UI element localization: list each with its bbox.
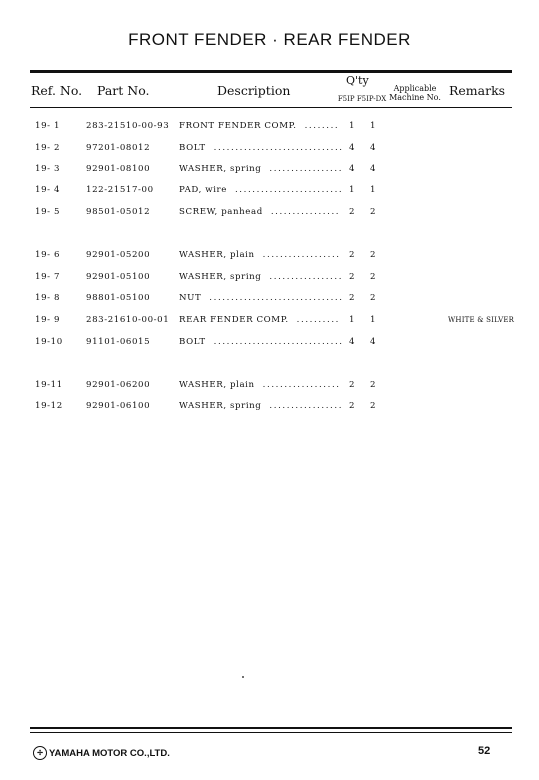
part-no-cell: 92901-05100 [86, 272, 151, 282]
qty-f5ip-cell: 4 [348, 143, 356, 153]
page-number: 52 [478, 745, 491, 757]
footer-rule-thick [30, 727, 512, 729]
table-row [0, 315, 539, 329]
ref-no-cell: 19-10 [35, 337, 63, 347]
part-no-cell: 92901-08100 [86, 164, 151, 174]
qty-f5ip-dx-cell: 1 [369, 185, 377, 195]
description-cell: SCREW, panhead [179, 207, 263, 217]
yamaha-tuning-fork-logo-icon: ✢ [33, 746, 47, 760]
table-row [0, 337, 539, 351]
qty-f5ip-cell: 1 [348, 315, 356, 325]
header-part-no: Part No. [97, 83, 150, 98]
company-logo [33, 746, 170, 760]
company-name: YAMAHA MOTOR CO.,LTD. [49, 747, 170, 759]
ref-no-cell: 19- 7 [35, 272, 61, 282]
part-no-cell: 92901-05200 [86, 250, 151, 260]
qty-f5ip-dx-cell: 2 [369, 380, 377, 390]
leader-dots: ................. [269, 401, 344, 411]
qty-f5ip-dx-cell: 4 [369, 337, 377, 347]
leader-dots: ................. [269, 272, 344, 282]
part-no-cell: 91101-06015 [86, 337, 151, 347]
table-row [0, 164, 539, 178]
qty-f5ip-dx-cell: 2 [369, 293, 377, 303]
table-row [0, 185, 539, 199]
ref-no-cell: 19- 5 [35, 207, 61, 217]
description-cell: WASHER, plain [179, 250, 255, 260]
part-no-cell: 283-21510-00-93 [86, 121, 170, 131]
header-applicable [387, 84, 443, 102]
qty-f5ip-dx-cell: 2 [369, 207, 377, 217]
table-row [0, 143, 539, 157]
print-speck [242, 676, 244, 678]
qty-f5ip-cell: 2 [348, 293, 356, 303]
ref-no-cell: 19- 8 [35, 293, 61, 303]
leader-dots: ................ [270, 207, 341, 217]
qty-f5ip-dx-cell: 2 [369, 401, 377, 411]
description-cell: WASHER, plain [179, 380, 255, 390]
leader-dots: .......... [296, 315, 340, 325]
header-applicable-line1: Applicable [393, 84, 437, 93]
qty-f5ip-dx-cell: 4 [369, 143, 377, 153]
leader-dots: .................. [262, 250, 341, 260]
qty-f5ip-dx-cell: 1 [369, 315, 377, 325]
leader-dots: ............................... [209, 293, 344, 303]
leader-dots: .............................. [213, 337, 344, 347]
description-cell: WASHER, spring [179, 272, 262, 282]
header-bottom-rule [30, 107, 512, 108]
ref-no-cell: 19- 3 [35, 164, 61, 174]
description-cell: PAD, wire [179, 185, 227, 195]
qty-f5ip-dx-cell: 2 [369, 250, 377, 260]
header-applicable-line2: Machine No. [389, 93, 441, 102]
ref-no-cell: 19- 4 [35, 185, 61, 195]
description-cell: REAR FENDER COMP. [179, 315, 289, 325]
ref-no-cell: 19-12 [35, 401, 63, 411]
qty-f5ip-cell: 2 [348, 250, 356, 260]
remarks-cell: WHITE & SILVER [448, 316, 515, 324]
header-ref-no: Ref. No. [31, 83, 83, 98]
part-no-cell: 98801-05100 [86, 293, 151, 303]
leader-dots: ................. [269, 164, 344, 174]
leader-dots: .............................. [213, 143, 344, 153]
table-row [0, 293, 539, 307]
table-row [0, 401, 539, 415]
page-title: FRONT FENDER · REAR FENDER [128, 30, 411, 49]
ref-no-cell: 19-11 [35, 380, 63, 390]
header-description: Description [217, 83, 291, 98]
description-cell: BOLT [179, 143, 206, 153]
ref-no-cell: 19- 9 [35, 315, 61, 325]
qty-f5ip-cell: 4 [348, 164, 356, 174]
description-cell: BOLT [179, 337, 206, 347]
part-no-cell: 122-21517-00 [86, 185, 154, 195]
header-qty-models: F5IP F5IP-DX [337, 95, 387, 103]
qty-f5ip-cell: 2 [348, 272, 356, 282]
table-row [0, 207, 539, 221]
qty-f5ip-cell: 2 [348, 380, 356, 390]
qty-f5ip-cell: 2 [348, 207, 356, 217]
header-top-rule [30, 70, 512, 73]
part-no-cell: 92901-06100 [86, 401, 151, 411]
qty-f5ip-dx-cell: 2 [369, 272, 377, 282]
description-cell: WASHER, spring [179, 164, 262, 174]
description-cell: NUT [179, 293, 202, 303]
leader-dots: ......................... [234, 185, 344, 195]
description-cell: FRONT FENDER COMP. [179, 121, 297, 131]
ref-no-cell: 19- 6 [35, 250, 61, 260]
qty-f5ip-cell: 2 [348, 401, 356, 411]
header-remarks: Remarks [449, 83, 506, 98]
table-row [0, 272, 539, 286]
footer-rule-thin [30, 732, 512, 733]
qty-f5ip-cell: 1 [348, 185, 356, 195]
part-no-cell: 98501-05012 [86, 207, 151, 217]
table-row [0, 121, 539, 135]
ref-no-cell: 19- 1 [35, 121, 61, 131]
qty-f5ip-dx-cell: 4 [369, 164, 377, 174]
leader-dots: ........ [304, 121, 340, 131]
description-cell: WASHER, spring [179, 401, 262, 411]
qty-f5ip-cell: 1 [348, 121, 356, 131]
part-no-cell: 97201-08012 [86, 143, 151, 153]
table-row [0, 380, 539, 394]
leader-dots: .................. [262, 380, 341, 390]
header-qty: Q'ty [346, 74, 369, 87]
ref-no-cell: 19- 2 [35, 143, 61, 153]
qty-f5ip-dx-cell: 1 [369, 121, 377, 131]
qty-f5ip-cell: 4 [348, 337, 356, 347]
part-no-cell: 283-21610-00-01 [86, 315, 170, 325]
table-row [0, 250, 539, 264]
part-no-cell: 92901-06200 [86, 380, 151, 390]
